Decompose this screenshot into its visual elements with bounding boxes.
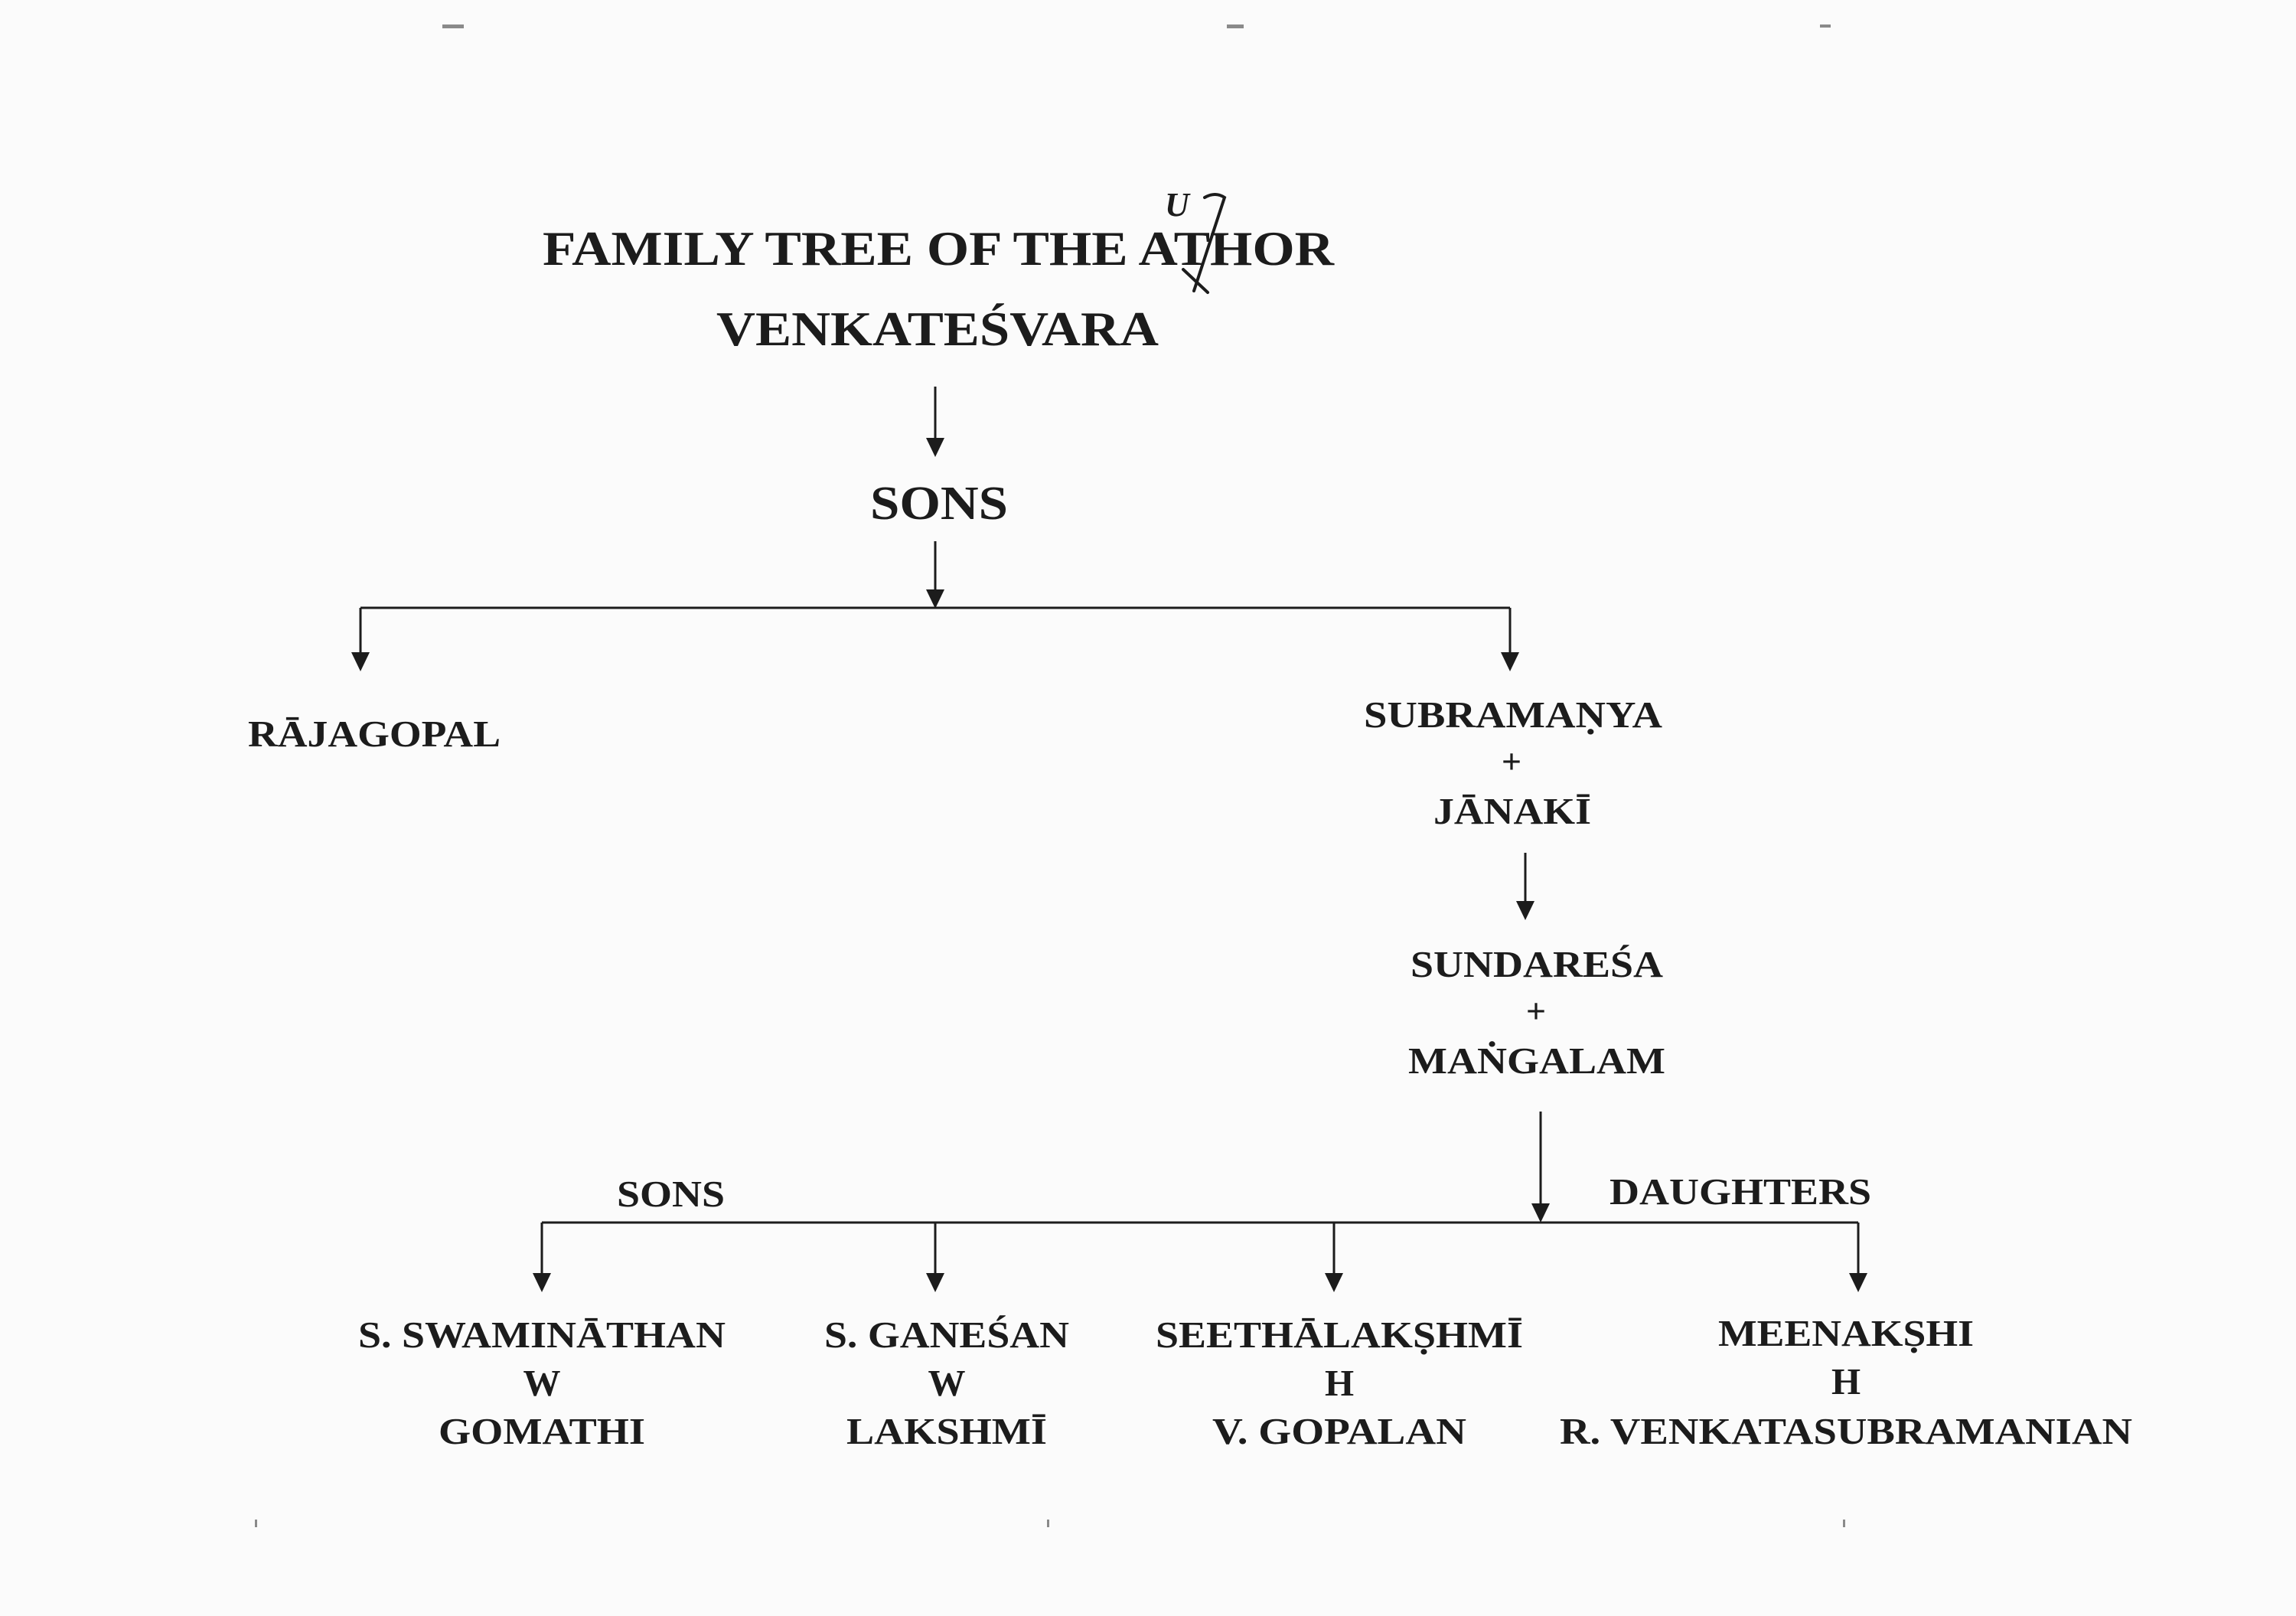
relation-marker: H xyxy=(1831,1360,1861,1402)
diagram-title: FAMILY TREE OF THE ATHOR xyxy=(543,221,1335,276)
person-mangalam: MAṄGALAM xyxy=(1408,1040,1665,1082)
person-name: MEENAKṢHI xyxy=(1718,1312,1974,1354)
child-ganesan xyxy=(824,1314,1069,1452)
arrowhead xyxy=(1501,652,1519,671)
person-sundaresa: SUNDAREŚA xyxy=(1411,943,1664,985)
scan-speck xyxy=(1820,24,1831,28)
sons-label: SONS xyxy=(870,478,1008,530)
spouse-name: GOMATHI xyxy=(439,1410,645,1452)
arrowhead xyxy=(533,1273,551,1292)
marriage-plus: + xyxy=(1501,742,1522,781)
arrowhead xyxy=(1516,901,1534,920)
person-rajagopal: RĀJAGOPAL xyxy=(248,713,501,755)
relation-marker: W xyxy=(928,1362,966,1404)
scan-speck xyxy=(1227,24,1244,28)
arrowhead xyxy=(926,1273,944,1292)
relation-marker: H xyxy=(1324,1362,1355,1404)
person-name: S. GANEŚAN xyxy=(824,1314,1069,1356)
arrowhead xyxy=(1849,1273,1867,1292)
arrowhead xyxy=(926,438,944,457)
arrowhead xyxy=(1325,1273,1343,1292)
spouse-name: V. GOPALAN xyxy=(1212,1410,1466,1452)
child-seethalakshmi xyxy=(1156,1314,1523,1452)
scan-speck xyxy=(1047,1520,1049,1527)
marriage-plus: + xyxy=(1525,991,1547,1030)
handwritten-letter: U xyxy=(1165,186,1189,224)
spouse-name: LAKSHMĪ xyxy=(846,1410,1047,1452)
daughters-group-label: DAUGHTERS xyxy=(1609,1170,1871,1213)
child-meenakshi xyxy=(1560,1312,2132,1452)
person-name: S. SWAMINĀTHAN xyxy=(358,1314,726,1356)
scan-speck xyxy=(442,24,464,28)
person-subramanya: SUBRAMAṆYA xyxy=(1364,694,1663,736)
arrowhead xyxy=(1531,1203,1550,1223)
person-name: SEETHĀLAKṢHMĪ xyxy=(1156,1314,1523,1356)
arrowhead xyxy=(351,652,370,671)
child-swaminathan xyxy=(358,1314,726,1452)
author-name: VENKATEŚVARA xyxy=(716,302,1159,356)
relation-marker: W xyxy=(523,1362,561,1404)
sons-group-label: SONS xyxy=(617,1173,725,1215)
spouse-name: R. VENKATASUBRAMANIAN xyxy=(1560,1410,2132,1452)
scan-speck xyxy=(255,1520,257,1527)
person-janaki: JĀNAKĪ xyxy=(1433,790,1591,832)
scan-speck xyxy=(1843,1520,1845,1527)
arrowhead xyxy=(926,589,944,609)
